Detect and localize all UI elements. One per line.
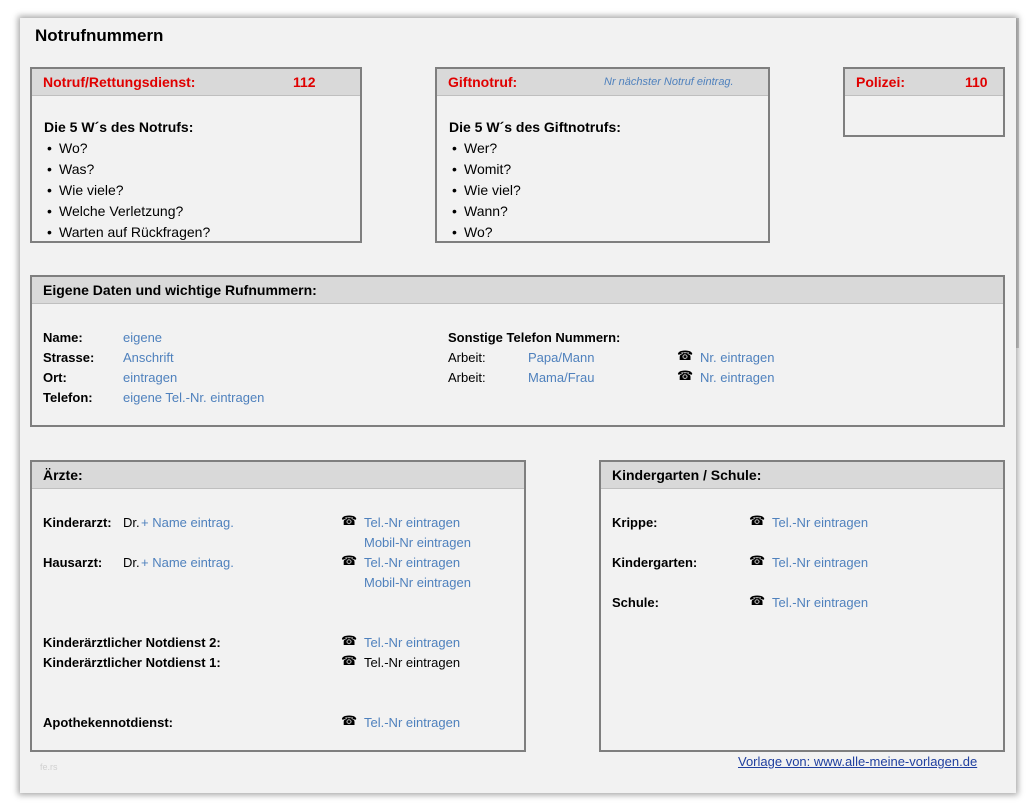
arbeit-number-2: Nr. eintragen [700,370,775,385]
vorlage-link[interactable]: Vorlage von: www.alle-meine-vorlagen.de [738,754,978,769]
strasse-label: Strasse: [43,350,95,365]
eigene-daten-title: Eigene Daten und wichtige Rufnummern: [43,282,317,298]
telephone-icon: ☎ [677,368,694,383]
apotheke-tel: Tel.-Nr eintragen [364,715,461,730]
aerzte-title: Ärzte: [43,467,83,483]
hausarzt-mobil: Mobil-Nr eintragen [364,575,471,590]
arbeit-label-1: Arbeit: [448,350,486,365]
telephone-icon: ☎ [341,653,358,668]
name-label: Name: [43,330,83,345]
notruf-label: Notruf/Rettungsdienst: [43,74,196,90]
telefon-value: eigene Tel.-Nr. eintragen [123,390,265,405]
polizei-header [845,69,1003,96]
notruf-heading: Die 5 W´s des Notrufs: [44,119,194,135]
giftnotruf-list [449,138,521,243]
telephone-icon: ☎ [749,553,766,568]
list-item: • Womit? [449,159,521,180]
sonstige-heading: Sonstige Telefon Nummern: [448,330,621,345]
notruf-box [30,67,362,243]
telephone-icon: ☎ [749,593,766,608]
schule-tel: Tel.-Nr eintragen [772,595,869,610]
notdienst2-label: Kinderärztlicher Notdienst 2: [43,635,221,650]
eigene-daten-box [30,275,1005,427]
faint-footer-text: fe.rs [40,762,58,772]
arbeit-who-2: Mama/Frau [528,370,595,385]
schule-label: Schule: [612,595,659,610]
ort-label: Ort: [43,370,67,385]
giftnotruf-box [435,67,770,243]
list-item: • Wo? [449,222,521,243]
kindergarten-schule-title: Kindergarten / Schule: [612,467,762,483]
arbeit-who-1: Papa/Mann [528,350,595,365]
list-item: • Wo? [44,138,210,159]
hausarzt-label: Hausarzt: [43,555,103,570]
krippe-tel: Tel.-Nr eintragen [772,515,869,530]
kindergarten-schule-box [599,460,1005,752]
list-item: • Wie viele? [44,180,210,201]
notruf-header [32,69,360,96]
telephone-icon: ☎ [341,513,358,528]
polizei-label: Polizei: [856,74,906,90]
giftnotruf-hint: Nr nächster Notruf eintrag. [604,76,734,88]
arbeit-number-1: Nr. eintragen [700,350,775,365]
kinderarzt-mobil: Mobil-Nr eintragen [364,535,471,550]
strasse-value: Anschrift [123,350,174,365]
telephone-icon: ☎ [677,348,694,363]
list-item: • Warten auf Rückfragen? [44,222,210,243]
giftnotruf-header [437,69,768,96]
kindergarten-label: Kindergarten: [612,555,698,570]
giftnotruf-heading: Die 5 W´s des Giftnotrufs: [449,119,621,135]
giftnotruf-label: Giftnotruf: [448,74,518,90]
hausarzt-tel: Tel.-Nr eintragen [364,555,461,570]
notruf-number: 112 [293,74,316,90]
list-item: • Wie viel? [449,180,521,201]
aerzte-box [30,460,526,752]
polizei-number: 110 [965,74,988,90]
arbeit-label-2: Arbeit: [448,370,486,385]
telephone-icon: ☎ [341,633,358,648]
kinderarzt-label: Kinderarzt: [43,515,112,530]
page-edge-shadow [1016,18,1019,348]
kindergarten-schule-header [601,462,1003,489]
telephone-icon: ☎ [341,713,358,728]
ort-value: eintragen [123,370,178,385]
notdienst2-tel: Tel.-Nr eintragen [364,635,461,650]
telephone-icon: ☎ [749,513,766,528]
kindergarten-tel: Tel.-Nr eintragen [772,555,869,570]
telefon-label: Telefon: [43,390,93,405]
hausarzt-dr: Dr. [123,555,140,570]
kinderarzt-dr: Dr. [123,515,140,530]
list-item: • Wer? [449,138,521,159]
kinderarzt-tel: Tel.-Nr eintragen [364,515,461,530]
kinderarzt-name: + Name eintrag. [141,515,234,530]
page-title: Notrufnummern [35,26,164,45]
list-item: • Was? [44,159,210,180]
notdienst1-tel: Tel.-Nr eintragen [364,655,461,670]
telephone-icon: ☎ [341,553,358,568]
hausarzt-name: + Name eintrag. [141,555,234,570]
polizei-box [843,67,1005,137]
list-item: • Wann? [449,201,521,222]
notdienst1-label: Kinderärztlicher Notdienst 1: [43,655,221,670]
notruf-list [44,138,210,243]
apotheke-label: Apothekennotdienst: [43,715,173,730]
list-item: • Welche Verletzung? [44,201,210,222]
eigene-daten-header [32,277,1003,304]
aerzte-header [32,462,524,489]
krippe-label: Krippe: [612,515,658,530]
name-value: eigene [123,330,163,345]
